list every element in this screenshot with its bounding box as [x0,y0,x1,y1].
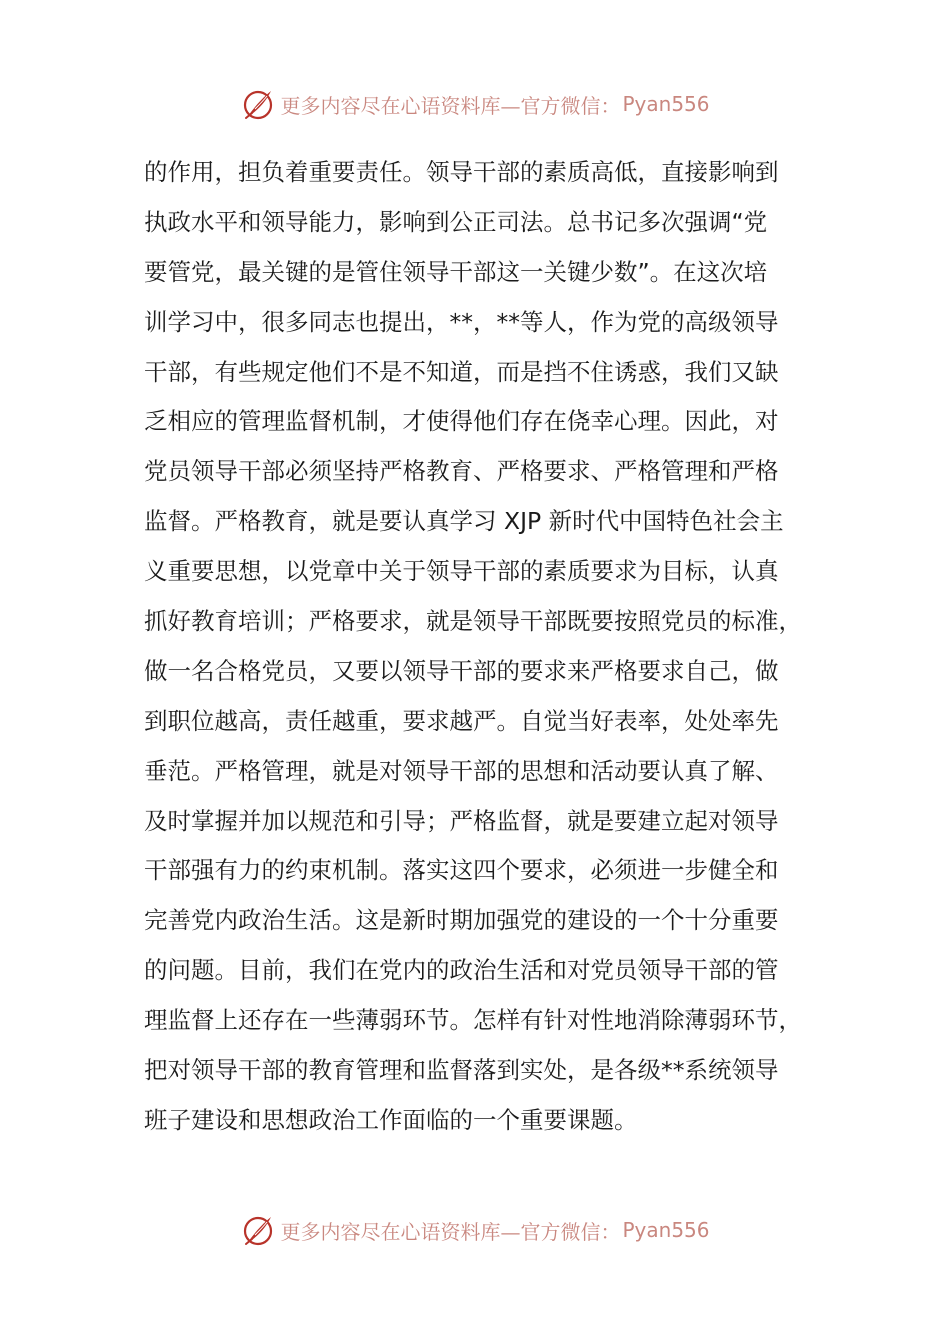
quill-logo-icon [240,1212,276,1248]
body-line: 干部，有些规定他们不是不知道，而是挡不住诱惑，我们又缺 [144,357,779,386]
body-line: 抓好教育培训；严格要求，就是领导干部既要按照党员的标准， [144,607,802,636]
body-line: 把对领导干部的教育管理和监督落到实处，是各级**系统领导 [144,1056,779,1085]
body-line: 党员领导干部必须坚持严格教育、严格要求、严格管理和严格 [144,457,779,486]
body-line: 到职位越高，责任越重，要求越严。自觉当好表率，处处率先 [144,706,779,735]
watermark-tagline: 更多内容尽在心语资料库—官方微信： [280,1219,621,1244]
document-body [144,148,804,1146]
body-line: 及时掌握并加以规范和引导；严格监督，就是要建立起对领导 [144,806,779,835]
body-line: 训学习中，很多同志也提出，**，**等人，作为党的高级领导 [144,307,779,336]
body-line: 执政水平和领导能力，影响到公正司法。总书记多次强调“党 [144,207,768,236]
body-line: 垂范。严格管理，就是对领导干部的思想和活动要认真了解、 [144,756,779,785]
body-line: 监督。严格教育，就是要认真学习 XJP 新时代中国特色社会主 [144,507,784,536]
watermark-wechat-handle: Pyan556 [622,92,710,116]
quill-logo-icon [240,86,276,122]
body-line: 班子建设和思想政治工作面临的一个重要课题。 [144,1105,638,1134]
watermark-tagline: 更多内容尽在心语资料库—官方微信： [280,93,621,118]
body-line: 理监督上还存在一些薄弱环节。怎样有针对性地消除薄弱环节， [144,1006,802,1035]
body-line: 做一名合格党员，又要以领导干部的要求来严格要求自己，做 [144,656,779,685]
body-line: 乏相应的管理监督机制，才使得他们存在侥幸心理。因此，对 [144,407,779,436]
body-line: 义重要思想，以党章中关于领导干部的素质要求为目标，认真 [144,557,779,586]
body-line: 完善党内政治生活。这是新时期加强党的建设的一个十分重要 [144,906,779,935]
body-line: 的作用，担负着重要责任。领导干部的素质高低，直接影响到 [144,158,779,186]
body-line: 干部强有力的约束机制。落实这四个要求，必须进一步健全和 [144,856,779,885]
watermark-wechat-handle: Pyan556 [622,1218,710,1242]
header-watermark-banner [0,82,950,126]
footer-watermark-banner [0,1208,950,1252]
body-line: 要管党，最关键的是管住领导干部这一关键少数”。在这次培 [144,257,768,286]
body-line: 的问题。目前，我们在党内的政治生活和对党员领导干部的管 [144,956,779,985]
